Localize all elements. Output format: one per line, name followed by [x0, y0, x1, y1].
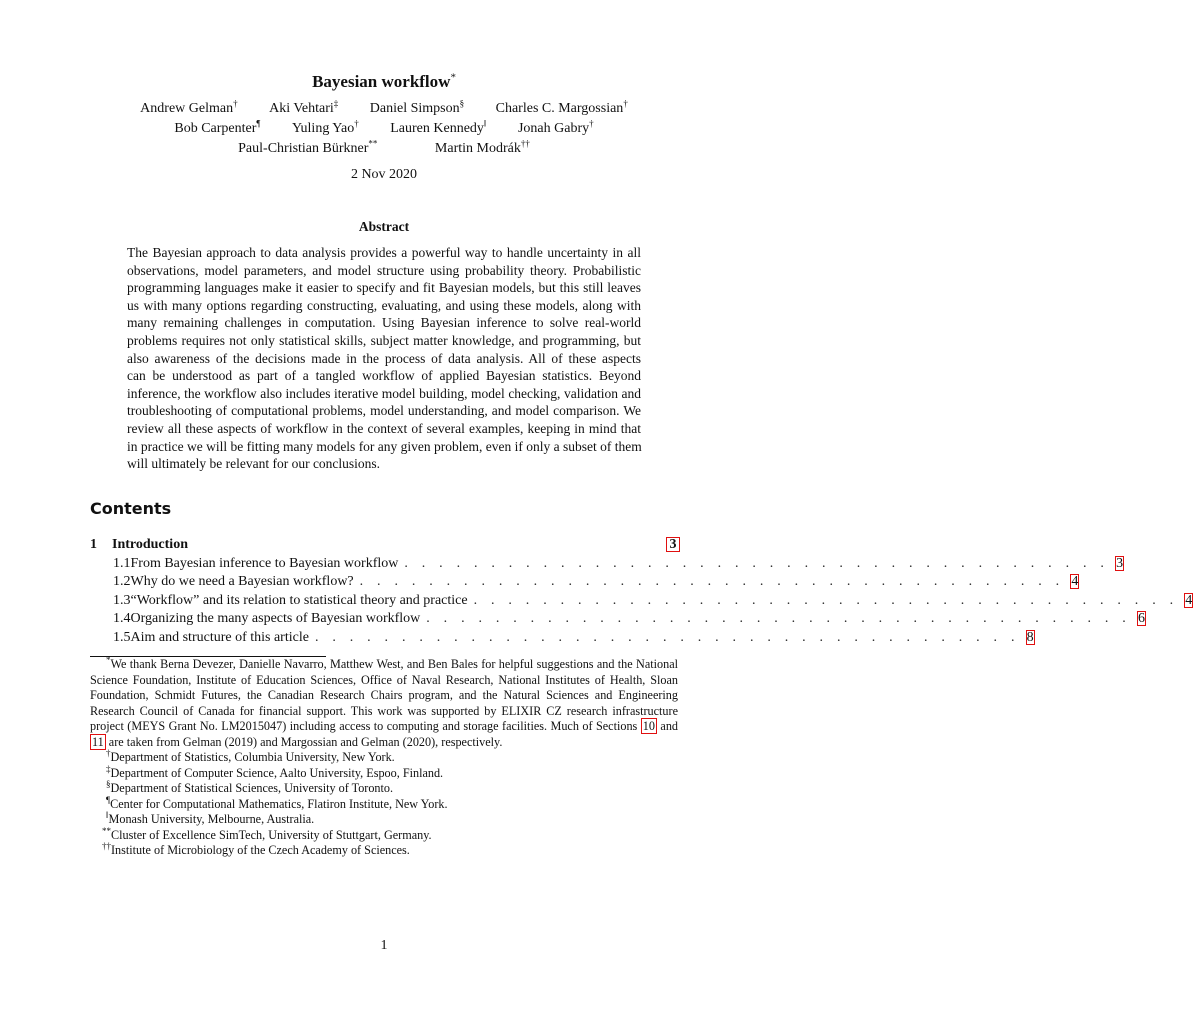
toc-leader-dots: . . . . . . . . . . . . . . . . . . . . . . . . . . . . . . . . . . . . . . . . . — [426, 611, 1131, 626]
toc-page-link[interactable]: 6 — [1137, 611, 1145, 626]
abstract-line: troubleshooting of computational problems, model understanding, and model comparison. We — [127, 403, 641, 419]
toc-page-link[interactable]: 8 — [1026, 629, 1034, 645]
abstract-line: can be understood as part of a tangled workflow of applied Bayesian statistics. Beyond — [127, 368, 641, 384]
author: Andrew Gelman† — [140, 98, 238, 116]
toc-page-link[interactable]: 4 — [1071, 574, 1079, 589]
affiliation-footnote: §Department of Statistical Sciences, University of Toronto. — [106, 778, 394, 795]
abstract-line: inference, the workflow also includes iterative model building, model checking, validation and — [127, 385, 641, 401]
toc-leader-dots: . . . . . . . . . . . . . . . . . . . . . . . . . . . . . . . . . . . . . . . . . — [473, 592, 1179, 608]
toc-leader-dots: . . . . . . . . . . . . . . . . . . . . . . . . . . . . . . . . . . . . . . . . . — [359, 574, 1065, 589]
author-row-3 — [0, 138, 768, 157]
toc-entry-section-1[interactable]: 1 Introduction 3 — [90, 537, 680, 556]
toc-entry[interactable]: 1.5 Aim and structure of this article . . . . . . . . . . . . . . . . . . . . . . . . . . . . . . . . . . . . . . . . . 8 — [113, 629, 1034, 645]
footnote-line: project (MEYS Grant No. LM2015047) including access to computing and storage facilities. Much of Sections 10 and — [90, 719, 679, 733]
abstract-line: in practice we will be fitting many models for any given problem, even if only a subset of them — [127, 438, 642, 454]
abstract-line: many remaining challenges in computation. Using Bayesian inference to solve real-world — [127, 315, 641, 331]
affiliation-footnote: ††Institute of Microbiology of the Czech Academy of Sciences. — [102, 840, 410, 857]
paper-title: Bayesian workflow* — [312, 71, 456, 91]
author: Bob Carpenter¶ — [174, 118, 261, 136]
paper-date: 2 Nov 2020 — [350, 167, 418, 182]
author: Aki Vehtari‡ — [269, 98, 339, 116]
abstract-line: review all these aspects of workflow in the context of several examples, keeping in mind that — [127, 420, 641, 436]
author: Martin Modrák†† — [434, 138, 530, 156]
section-ref-link[interactable]: 10 — [642, 719, 655, 733]
affiliation-footnote: †Department of Statistics, Columbia University, New York. — [106, 747, 395, 764]
toc-page-link[interactable]: 3 — [1116, 555, 1124, 571]
toc-page-link[interactable]: 3 — [666, 537, 680, 552]
page-number: 1 — [380, 938, 388, 953]
footnotes — [90, 654, 679, 859]
abstract-heading: Abstract — [358, 219, 410, 234]
author-row-1 — [0, 98, 768, 117]
toc-leader-dots: . . . . . . . . . . . . . . . . . . . . . . . . . . . . . . . . . . . . . . . . . — [314, 629, 1020, 645]
toc-entry[interactable]: 1.4 Organizing the many aspects of Bayesian workflow . . . . . . . . . . . . . . . . . . . . . . . . . . . . . . . . . . . . . . . . . 6 — [113, 611, 1145, 626]
abstract-line: us with many options regarding constructing, evaluating, and using these models, along with — [127, 297, 641, 313]
affiliation-footnote: **Cluster of Excellence SimTech, University of Stuttgart, Germany. — [102, 825, 432, 842]
author: Charles C. Margossian† — [495, 98, 628, 116]
footnote-line: Science Foundation, Institute of Education Sciences, Office of Naval Research, National Institutes of Health, Sloan — [90, 672, 678, 687]
author: Jonah Gabry† — [517, 118, 594, 136]
footnote-line: Foundation, Schmidt Futures, the Canadian Research Chairs program, and the Natural Sciences and Engineering — [90, 688, 678, 702]
section-ref-link[interactable]: 11 — [92, 734, 104, 749]
abstract-line: problems requires not only statistical skills, subject matter knowledge, and programming, but — [127, 332, 641, 348]
author: Yuling Yao† — [291, 118, 359, 136]
title-footnote-mark: * — [450, 71, 456, 84]
footnote-line: 11 are taken from Gelman (2019) and Margossian and Gelman (2020), respectively. — [92, 734, 503, 749]
affiliation-footnote: ¶Center for Computational Mathematics, Flatiron Institute, New York. — [106, 794, 448, 811]
affiliation-footnote: ‖Monash University, Melbourne, Australia. — [106, 809, 315, 826]
abstract-line: programming languages make it easier to specify and fit Bayesian models, but this still leaves — [127, 280, 641, 296]
abstract-line: The Bayesian approach to data analysis provides a powerful way to handle uncertainty in all — [127, 245, 641, 260]
author-row-2 — [0, 118, 768, 137]
toc-entry[interactable]: 1.1 From Bayesian inference to Bayesian workflow . . . . . . . . . . . . . . . . . . . . . . . . . . . . . . . . . . . . . . . . . 3 — [113, 555, 1124, 571]
footnote-line: Research Council of Canada for financial support. This work was supported by ELIXIR CZ research infrastructure — [90, 703, 678, 718]
toc-entry[interactable]: 1.3 “Workflow” and its relation to statistical theory and practice . . . . . . . . . . . . . . . . . . . . . . . . . . . . . . . . . . . . . . . . . 4 — [113, 592, 1193, 608]
abstract-line: will ultimately be relevant for our conclusions. — [127, 456, 381, 472]
abstract-line: also awareness of the decisions made in the process of data analysis. All of these aspects — [127, 350, 641, 366]
affiliation-footnote: ‡Department of Computer Science, Aalto University, Espoo, Finland. — [106, 763, 444, 780]
abstract-body — [127, 244, 641, 473]
abstract-line: observations, model parameters, and model structure using probability theory. Probabilistic — [127, 262, 641, 278]
toc-leader-dots: . . . . . . . . . . . . . . . . . . . . . . . . . . . . . . . . . . . . . . . . . — [404, 555, 1110, 571]
author: Daniel Simpson§ — [369, 98, 465, 116]
footnote-line: *We thank Berna Devezer, Danielle Navarro, Matthew West, and Ben Bales for helpful suggestions and the National — [106, 654, 678, 671]
toc-page-link[interactable]: 4 — [1185, 592, 1193, 608]
contents-heading: Contents — [90, 499, 172, 518]
author: Paul-Christian Bürkner** — [238, 138, 378, 156]
author: Lauren Kennedy‖ — [390, 118, 487, 136]
toc-entry[interactable]: 1.2 Why do we need a Bayesian workflow? . . . . . . . . . . . . . . . . . . . . . . . . . . . . . . . . . . . . . . . . . 4 — [113, 574, 1079, 589]
